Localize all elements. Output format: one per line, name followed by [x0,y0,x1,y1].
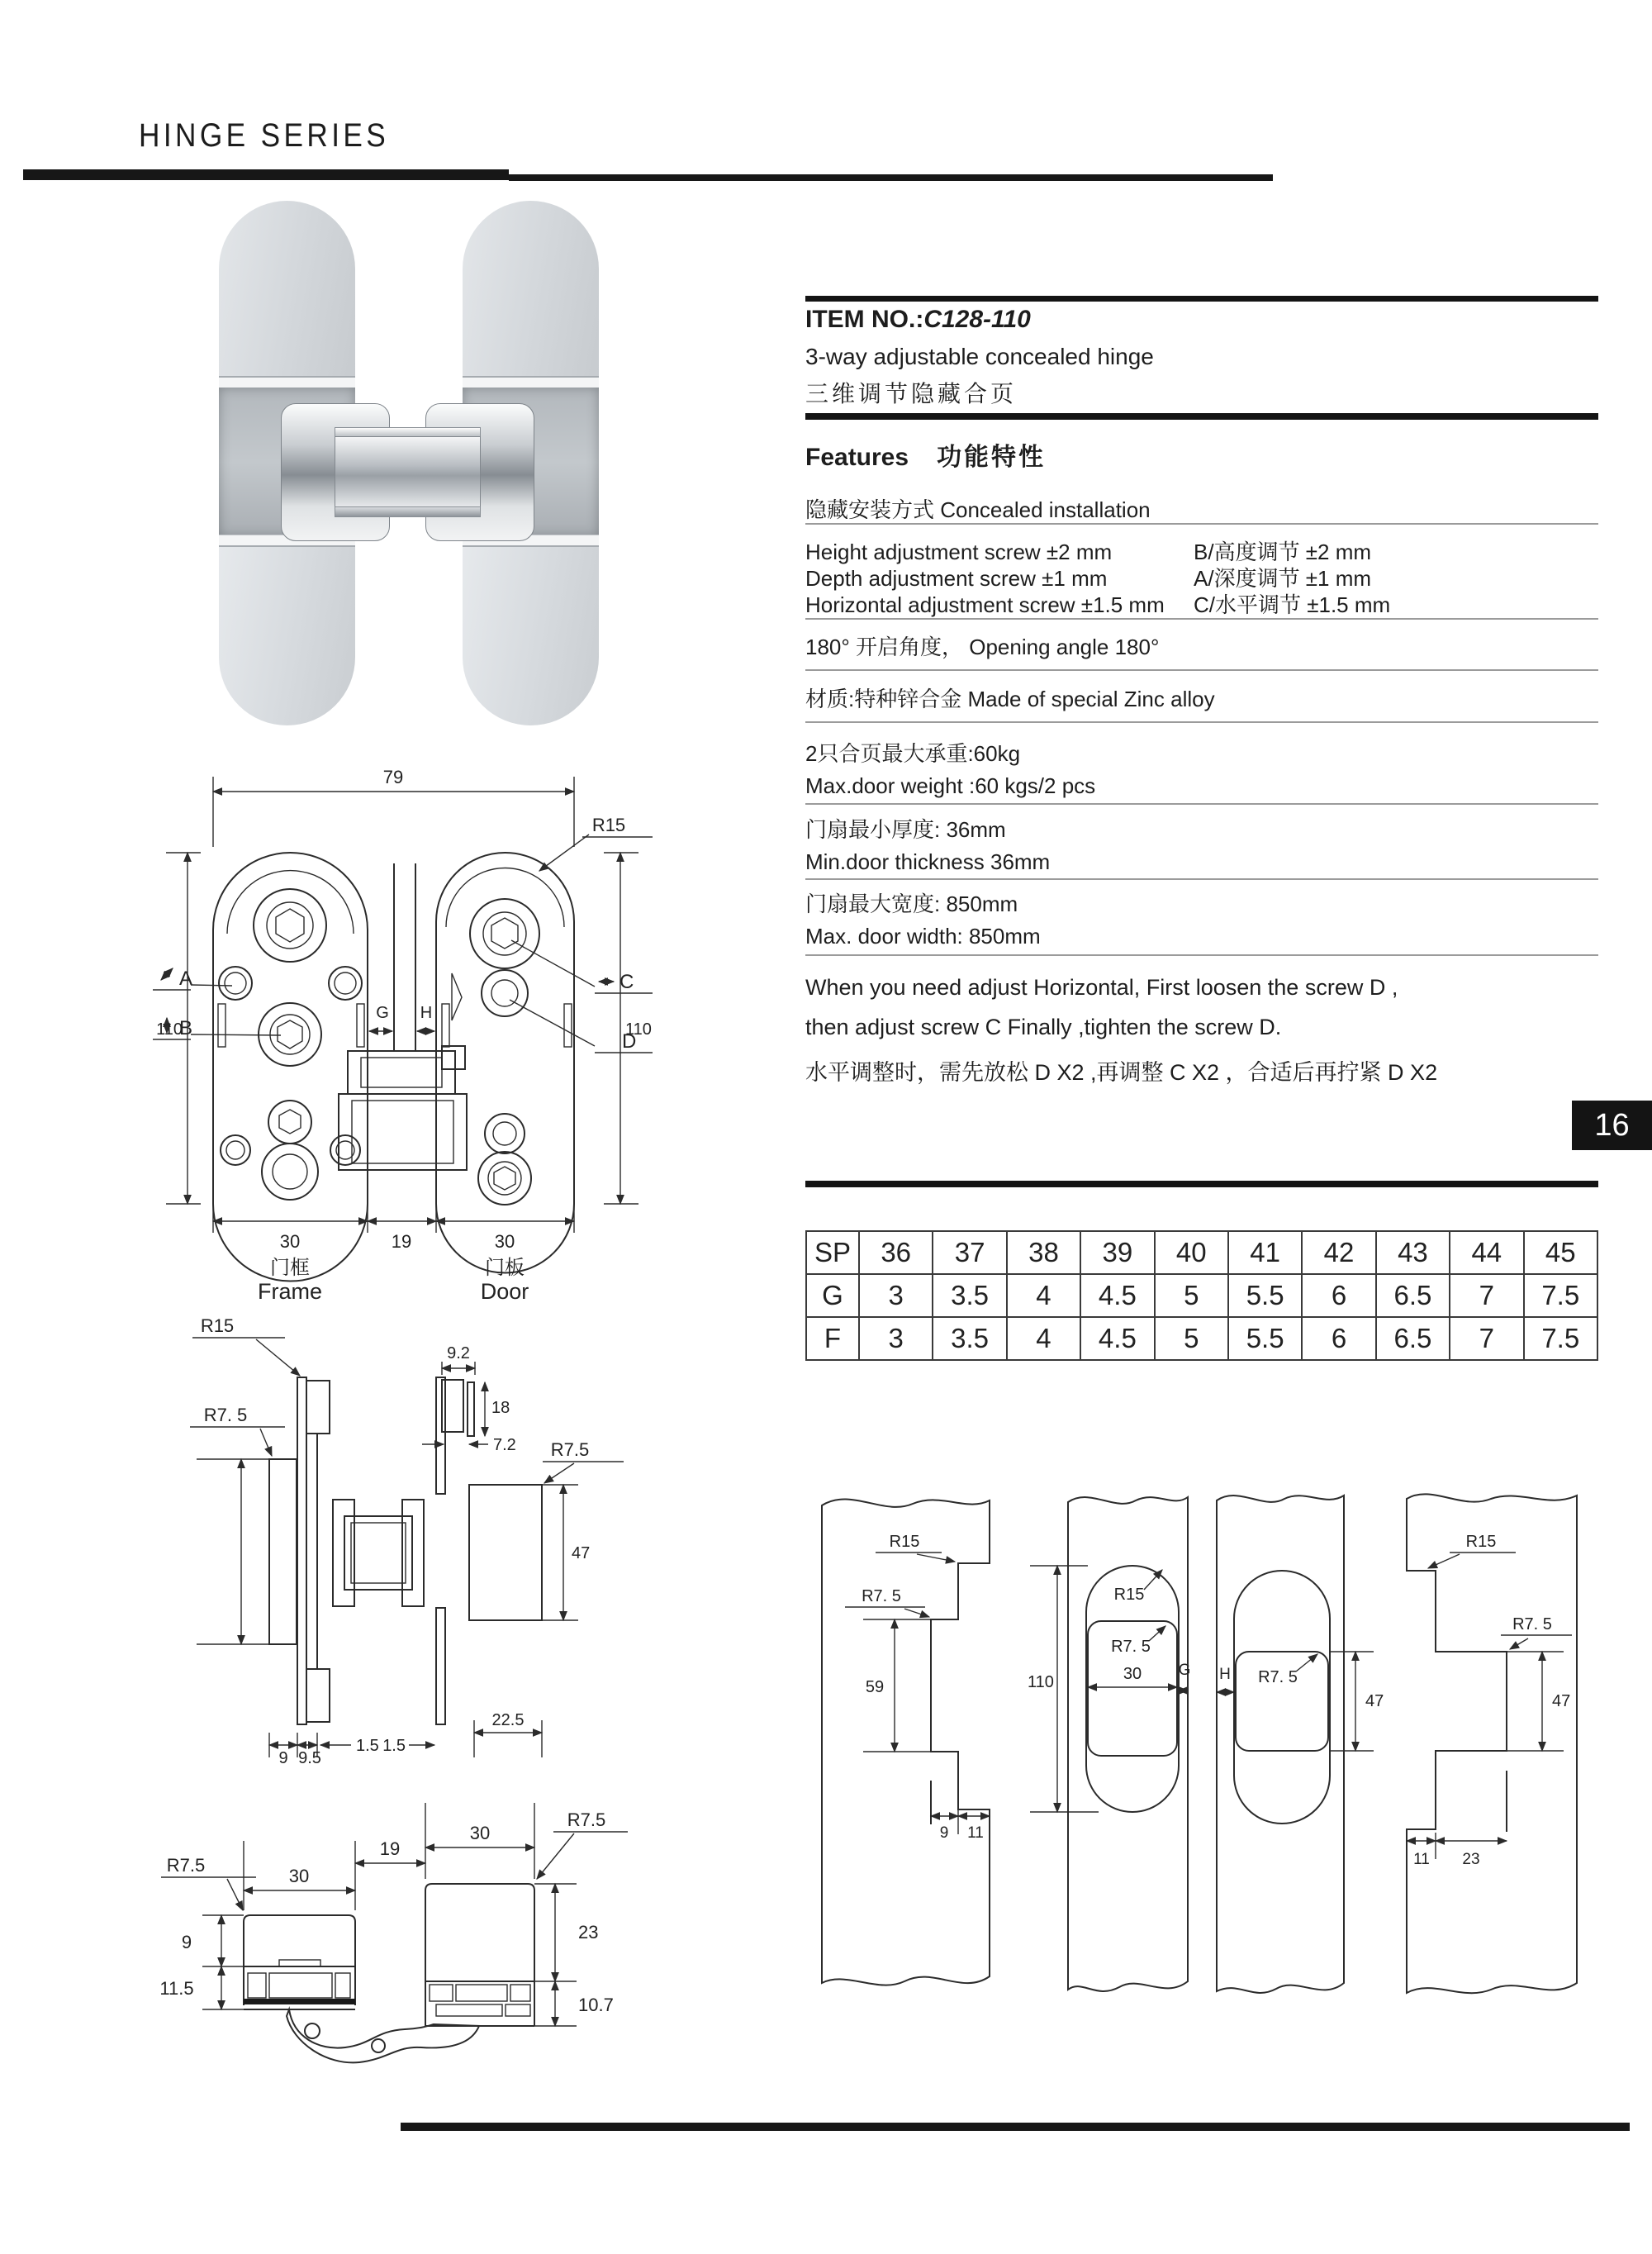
table-cell: 5.5 [1228,1274,1302,1317]
dim-label: 23 [1462,1851,1480,1868]
table-cell: 6 [1302,1317,1375,1360]
adjust-note-line3: 水平调整时，需先放松 D X2 ,再调整 C X2 ，合适后再拧紧 D X2 [805,1060,1438,1085]
adjust-horizontal-en: Horizontal adjustment screw ±1.5 mm [805,592,1165,617]
table-cell: 42 [1302,1231,1375,1274]
spec-table [805,1230,1598,1361]
hinge-link-bar [335,436,481,508]
radius-label: R15 [591,815,626,835]
page-title: HINGE SERIES [139,117,390,154]
dim-label: 30 [469,1823,491,1843]
door-label-en: Door [480,1279,529,1304]
dim-label: 59 [865,1678,885,1696]
dim-label: 11 [1413,1851,1430,1868]
screw-c-label: C [620,971,634,993]
table-cell: 6 [1302,1274,1375,1317]
spec-max-weight-en: Max.door weight :60 kgs/2 pcs [805,773,1096,798]
table-cell: 43 [1376,1231,1450,1274]
table-cell: 39 [1080,1231,1154,1274]
table-cell: 44 [1450,1231,1523,1274]
table-row-g [806,1274,1597,1317]
table-cell: 7 [1450,1274,1523,1317]
table-cell: 40 [1155,1231,1228,1274]
dim-label: 47 [572,1544,591,1562]
features-heading-en: Features [805,444,909,471]
hinge-link-cap-bottom [335,506,481,517]
dim-label: 7.2 [493,1436,516,1454]
radius-label: R7.5 [550,1439,590,1460]
dim-width-label: 79 [382,767,404,787]
spec-min-thickness-en: Min.door thickness 36mm [805,849,1051,874]
table-cell: 7.5 [1524,1274,1597,1317]
dim-label: 10.7 [578,1995,614,2015]
plate-top [463,201,599,378]
feature-install: 隐藏安装方式 Concealed installation [805,497,1151,522]
table-row-f [806,1317,1597,1360]
screw-a-label: A [179,968,193,990]
table-cell: 7.5 [1524,1317,1597,1360]
spec-min-thickness-cn: 门扇最小厚度: 36mm [805,817,1006,842]
item-number [805,306,1031,334]
hinge-photo [211,201,611,725]
table-cell: 4 [1007,1274,1080,1317]
table-cell: 3 [859,1274,933,1317]
radius-label: R15 [200,1315,235,1336]
dim-label: 9 [278,1749,288,1767]
door-label-cn: 门板 [485,1257,525,1279]
section-rule [805,413,1598,420]
dim-label: 9 [181,1932,192,1952]
spec-max-width-en: Max. door width: 850mm [805,924,1041,949]
table-cell: 3 [859,1317,933,1360]
features-heading [805,436,1046,473]
dim-label: 30 [288,1866,310,1886]
dim-label: 9.2 [447,1344,470,1362]
item-label: ITEM NO.: [805,306,924,333]
table-cell: 3.5 [933,1274,1006,1317]
radius-label: R15 [1465,1533,1497,1551]
footer-rule [401,2123,1630,2131]
dim-label: 18 [491,1399,510,1417]
dim-door-width: 30 [494,1231,515,1252]
dim-label: 1.5 [356,1737,379,1755]
radius-label: R7. 5 [203,1405,248,1425]
header-rule-thick [23,169,509,180]
adjust-height-cn: B/高度调节 ±2 mm [1194,540,1372,564]
page-number-badge: 16 [1572,1101,1652,1150]
depth-adjust-icon [161,968,173,980]
screw-b-label: B [179,1017,193,1039]
adjust-depth-cn: A/深度调节 ±1 mm [1194,566,1372,591]
table-cell: 3.5 [933,1317,1006,1360]
radius-label: R7.5 [567,1809,606,1830]
table-cell: 37 [933,1231,1006,1274]
dim-label: 22.5 [491,1711,525,1729]
frame-label-en: Frame [257,1279,323,1304]
table-cell: 4 [1007,1317,1080,1360]
dim-label: 47 [1552,1692,1571,1710]
table-cell: G [806,1274,859,1317]
dim-label: 30 [1123,1665,1142,1683]
header-rule-thin [509,174,1273,181]
spec-max-weight-cn: 2只合页最大承重:60kg [805,741,1021,766]
table-cell: 7 [1450,1317,1523,1360]
item-code: C128-110 [923,306,1031,333]
dim-label: 1.5 [382,1737,406,1755]
table-cell: 5 [1155,1274,1228,1317]
section-rule [805,296,1598,302]
open-180-drawing [124,1768,636,2053]
gap-g-label: G [376,1004,389,1022]
radius-label: R7.5 [166,1855,206,1876]
feature-rule [805,618,1598,620]
dim-height-left: 110 [156,1020,183,1039]
dim-frame-width: 30 [279,1231,301,1252]
feature-rule [805,954,1598,956]
table-cell: 41 [1228,1231,1302,1274]
feature-rule [805,803,1598,805]
table-cell: F [806,1317,859,1360]
table-cell: 5 [1155,1317,1228,1360]
spec-max-width-cn: 门扇最大宽度: 850mm [805,892,1018,916]
feature-rule [805,878,1598,880]
radius-label: R7. 5 [1258,1668,1298,1686]
adjust-depth-en: Depth adjustment screw ±1 mm [805,566,1108,591]
adjust-note-line1: When you need adjust Horizontal, First loosen the screw D , [805,975,1398,1000]
table-cell: 6.5 [1376,1274,1450,1317]
features-heading-cn: 功能特性 [937,444,1047,471]
feature-rule [805,721,1598,723]
dim-label: 9 [939,1824,949,1842]
table-cell: SP [806,1231,859,1274]
feature-rule [805,669,1598,671]
gap-g-label: G [1178,1662,1191,1679]
section-rule [805,1181,1598,1187]
radius-label: R7. 5 [1512,1615,1552,1633]
gap-h-label: H [1219,1666,1231,1683]
radius-label: R7. 5 [1111,1638,1151,1656]
table-row-sp [806,1231,1597,1274]
dim-label: 19 [379,1838,401,1859]
adjust-note-line2: then adjust screw C Finally ,tighten the screw D. [805,1015,1282,1039]
adjust-horizontal-cn: C/水平调节 ±1.5 mm [1194,592,1391,617]
table-cell: 45 [1524,1231,1597,1274]
product-name-en: 3-way adjustable concealed hinge [805,344,1154,369]
table-cell: 5.5 [1228,1317,1302,1360]
feature-rule [805,523,1598,525]
feature-material: 材质:特种锌合金 Made of special Zinc alloy [805,687,1215,711]
product-name-cn: 三维调节隐藏合页 [805,381,1018,407]
plate-bottom [219,545,355,725]
dim-label: 110 [1028,1673,1054,1691]
section-drawing [161,1282,640,1767]
dim-label: 47 [1365,1692,1384,1710]
radius-label: R15 [1113,1586,1145,1604]
dim-height-right: 110 [625,1020,652,1039]
dim-label: 11 [967,1824,984,1842]
dim-label: 9.5 [298,1749,321,1767]
adjust-height-en: Height adjustment screw ±2 mm [805,540,1113,564]
table-cell: 4.5 [1080,1317,1154,1360]
dim-label: 23 [578,1922,599,1943]
dim-label: 11.5 [159,1978,194,1999]
install-drawing [789,1471,1607,2041]
plan-drawing [153,727,653,1305]
dim-gap-width: 19 [391,1231,412,1252]
radius-label: R15 [889,1533,920,1551]
screw-d-label: D [622,1030,637,1053]
gap-h-label: H [420,1004,433,1022]
feature-angle: 180° 开启角度， Opening angle 180° [805,635,1160,659]
table-cell: 36 [859,1231,933,1274]
frame-label-cn: 门框 [270,1257,310,1279]
plate-top [219,201,355,378]
radius-label: R7. 5 [862,1587,901,1605]
feature-adjust-horizontal [805,588,1390,619]
table-cell: 6.5 [1376,1317,1450,1360]
table-cell: 38 [1007,1231,1080,1274]
plate-bottom [463,545,599,725]
table-cell: 4.5 [1080,1274,1154,1317]
